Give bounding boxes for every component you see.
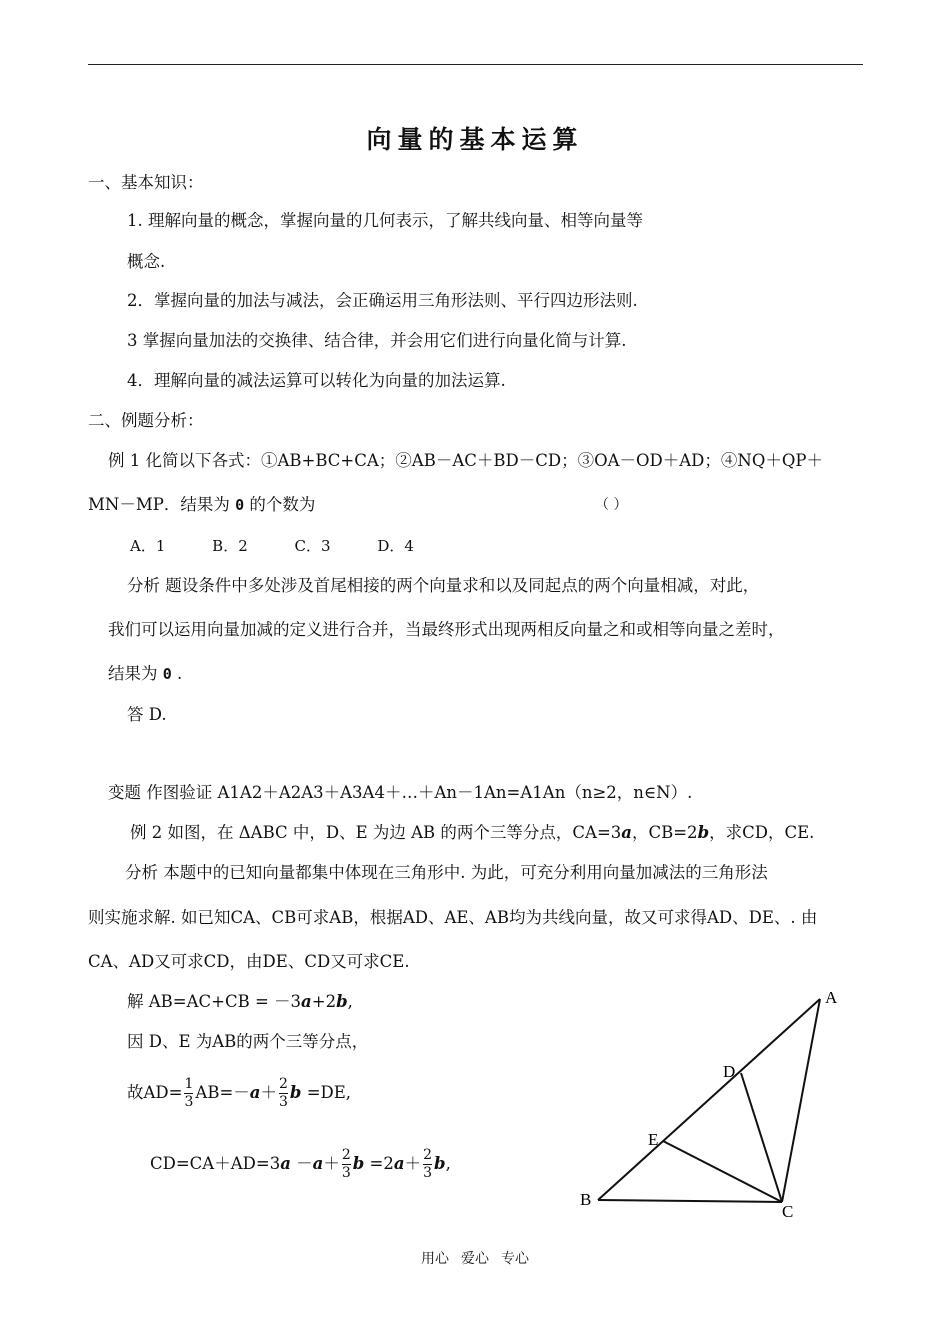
fraction-denominator: 3 — [423, 1165, 433, 1181]
analysis1-line3 — [108, 663, 182, 685]
equals-text: =2 — [364, 1154, 394, 1173]
solution-text-a: 解 AB=AC+CB = －3 — [127, 992, 302, 1011]
solution-text-c: , — [347, 992, 353, 1011]
plus-sign: ＋ — [323, 1154, 340, 1173]
analysis1-text-a: 结果为 — [108, 664, 158, 683]
option-d: D．4 — [377, 537, 414, 555]
option-b: B．2 — [212, 537, 248, 555]
footer-slogan — [0, 1248, 950, 1268]
vector-a: a — [312, 1154, 324, 1173]
fraction-denominator: 3 — [278, 1094, 288, 1110]
vector-a: a — [280, 1154, 291, 1173]
fraction-denominator: 3 — [341, 1165, 351, 1181]
vector-a: a — [621, 823, 632, 842]
example1-text-b: 的个数为 — [249, 495, 316, 514]
plus-sign: ＋ — [260, 1083, 277, 1102]
vector-a: a — [249, 1083, 261, 1102]
example1-line2 — [88, 494, 315, 516]
fraction-two-thirds — [279, 1076, 288, 1111]
knowledge-item-1: 1. 理解向量的概念，掌握向量的几何表示，了解共线向量、相等向量等 — [127, 211, 643, 230]
example2 — [130, 822, 814, 844]
footer-word-2: 爱心 — [461, 1251, 489, 1267]
knowledge-item-1-cont: 概念. — [127, 252, 166, 271]
header-rule — [88, 64, 863, 65]
example1-line1: 例 1 化简以下各式：①AB+BC+CA；②AB－AC＋BD－CD；③OA－OD＋AD；④NQ＋QP＋ — [108, 451, 824, 470]
vector-b: b — [434, 1154, 446, 1173]
fraction-numerator: 2 — [423, 1147, 433, 1163]
segment-ab — [598, 999, 820, 1200]
option-a: A．1 — [130, 537, 166, 555]
vector-a: a — [393, 1154, 405, 1173]
fraction-denominator: 3 — [184, 1094, 194, 1110]
knowledge-item-4: 4．理解向量的减法运算可以转化为向量的加法运算. — [127, 371, 506, 390]
section2-heading: 二、例题分析： — [88, 411, 204, 430]
answer1: 答 D. — [127, 705, 167, 724]
point-label-b: B — [580, 1190, 592, 1209]
answer-blank: （ ） — [595, 497, 628, 513]
vector-a: a — [301, 992, 312, 1011]
point-label-a: A — [825, 988, 838, 1007]
cd-text-c: , — [445, 1154, 451, 1173]
point-label-c: C — [782, 1202, 794, 1221]
solution-line2: 因 D、E 为AB的两个三等分点， — [127, 1032, 369, 1051]
fraction-numerator: 2 — [341, 1147, 351, 1163]
section1-heading: 一、基本知识： — [88, 173, 204, 192]
analysis2-line1: 分析 本题中的已知向量都集中体现在三角形中. 为此，可充分利用向量加减法的三角形法 — [125, 863, 768, 882]
variant-problem: 变题 作图验证 A1A2＋A2A3＋A3A4＋…＋An－1An=A1An（n≥2，n∈N）. — [108, 783, 693, 802]
footer-word-1: 用心 — [421, 1251, 449, 1267]
fraction-numerator: 2 — [278, 1076, 288, 1092]
knowledge-item-2: 2．掌握向量的加法与减法，会正确运用三角形法则、平行四边形法则. — [127, 291, 638, 310]
footer-word-3: 专心 — [501, 1251, 529, 1267]
point-label-e: E — [648, 1130, 659, 1149]
vector-b: b — [352, 1154, 365, 1173]
ad-text-c: =DE, — [301, 1083, 352, 1102]
option-c: C．3 — [294, 537, 331, 555]
cd-text-a: CD=CA＋AD=3 — [150, 1154, 281, 1173]
plus-sign: ＋ — [404, 1154, 422, 1173]
page-title: 向量的基本运算 — [366, 125, 584, 154]
solution-cd-line — [150, 1144, 451, 1184]
segment-ec — [663, 1141, 782, 1202]
segment-dc — [741, 1073, 782, 1202]
solution-line1 — [127, 991, 353, 1013]
zero-vector: 0 — [235, 496, 245, 514]
options-row — [130, 535, 456, 557]
analysis1-line1: 分析 题设条件中多处涉及首尾相接的两个向量求和以及同起点的两个向量相减，对此， — [127, 576, 760, 595]
fraction-numerator: 1 — [184, 1076, 194, 1092]
vector-b: b — [289, 1083, 302, 1102]
fraction-one-third — [184, 1076, 193, 1111]
fraction-two-thirds — [342, 1147, 351, 1182]
analysis2-line3: CA、AD又可求CD，由DE、CD又可求CE. — [88, 952, 410, 971]
example1-text-a: MN－MP．结果为 — [88, 495, 230, 514]
analysis1-line2: 我们可以运用向量加减的定义进行合并，当最终形式出现两相反向量之和或相等向量之差时， — [108, 620, 785, 639]
ad-text-b: AB=－ — [195, 1083, 250, 1102]
analysis1-text-b: . — [177, 664, 183, 683]
vector-b: b — [336, 992, 348, 1011]
segment-bc — [598, 1200, 782, 1202]
minus-sign: － — [290, 1154, 313, 1173]
example2-text-b: ，CB=2 — [631, 823, 698, 842]
knowledge-item-3: 3 掌握向量加法的交换律、结合律，并会用它们进行向量化简与计算. — [127, 331, 627, 350]
example2-text-a: 例 2 如图，在 ΔABC 中，D、E 为边 AB 的两个三等分点，CA=3 — [130, 823, 622, 842]
ad-text-a: 故AD= — [127, 1083, 183, 1102]
solution-ad-line — [127, 1073, 351, 1113]
triangle-figure — [560, 975, 860, 1225]
analysis2-line2: 则实施求解. 如已知CA、CB可求AB，根据AD、AE、AB均为共线向量，故又可求得AD、DE、. 由 — [88, 908, 818, 927]
example2-text-c: ，求CD，CE. — [709, 823, 815, 842]
fraction-two-thirds — [423, 1147, 432, 1182]
vector-b: b — [697, 823, 710, 842]
point-label-d: D — [723, 1062, 736, 1081]
zero-vector: 0 — [162, 665, 172, 683]
solution-text-b: +2 — [311, 992, 337, 1011]
